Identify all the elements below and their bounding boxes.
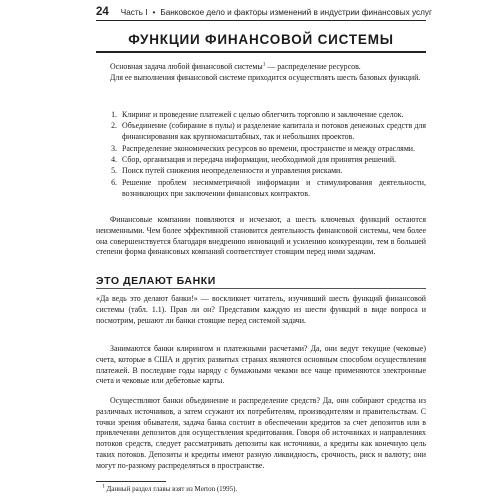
list-item-text: Решение проблем несимметричной информации и стимулирования деятельности, возникающих при заключении финансовых контрактов. [122, 177, 426, 198]
list-item-number: 6. [111, 177, 117, 187]
list-item-number: 1. [111, 110, 117, 119]
banks-paragraph-1: «Да ведь это делают банки!» — воскликнет читатель, изучивший шесть функций финансовой системы (табл. 1.1). Прав ли он? Представим каждую из шести функций в виде вопроса и посмотрим, решают ли банки стоящие перед системой задачи. [96, 294, 426, 325]
footnote-text: Данный раздел главы взят из Merton (1995). [104, 485, 238, 493]
intro-paragraph [96, 62, 426, 73]
functions-list [96, 110, 426, 200]
intro-text-end: — распределение ресурсов. [265, 62, 361, 71]
list-item [96, 155, 426, 166]
intro-text: Основная задача любой финансовой системы [110, 62, 263, 71]
title-underline [96, 51, 426, 53]
list-item-number: 3. [111, 143, 117, 153]
list-item-number: 4. [111, 154, 117, 164]
list-item [96, 178, 426, 200]
footnote-reference: 1 [262, 61, 266, 68]
banks-paragraph-3: Осуществляют банки объединение и распределение средств? Да, они собирают средства из различных источников, а затем ссужают их потребителям, производителям и правительствам. С точки зрения обывателя, задача банка состоит в обеспечении кредитов за счет депозитов или в привлечении депозитов для осуществления кредитования. Говоря об источниках и направлениях потоков средств, следует рассматривать депозиты как источники, а кредиты как конечную цель таких потоков. Депозиты и кредиты имеют разную ликвидность, срочность, риск и валюту; они могут по-разному распределяться в пространстве. [96, 396, 426, 470]
subsection-underline [96, 288, 426, 289]
section-title: ФУНКЦИИ ФИНАНСОВОЙ СИСТЕМЫ [128, 32, 394, 47]
list-item [96, 121, 426, 143]
list-item [96, 110, 426, 121]
list-item-text: Сбор, организация и передача информации, необходимой для принятия решений. [122, 154, 397, 164]
page-number: 24 [96, 6, 109, 18]
paragraph-after-list: Финансовые компании появляются и исчезают, а шесть ключевых функций остаются неизменными. Чем более эффективной становится деятельность финансовой системы, чем более она совершенствуется благодаря внедрению инноваций и усилению конкуренции, тем в большей степени форма финансовых компаний соответствует стоящим перед ними задачам. [96, 215, 426, 257]
intro-paragraph-2: Для ее выполнения финансовой системе приходится осуществлять шесть базовых функций. [110, 73, 421, 82]
list-item [96, 166, 426, 177]
list-item-text: Распределение экономических ресурсов во времени, пространстве и между отраслями. [122, 143, 416, 153]
running-title [121, 8, 432, 17]
list-item-text: Объединение (собирание в пулы) и разделение капитала и потоков денежных средств для финансирования как крупномасштабных, так и небольших проектов. [122, 121, 426, 142]
header-separator: • [152, 7, 156, 17]
chapter-title: Банковское дело и факторы изменений в индустрии финансовых услуг [160, 7, 432, 17]
list-item [96, 144, 426, 155]
part-label: Часть I [120, 7, 148, 17]
list-item-number: 5. [111, 166, 117, 176]
list-item-number: 2. [111, 121, 117, 131]
subsection-title: ЭТО ДЕЛАЮТ БАНКИ [96, 275, 216, 287]
list-item-text: Поиск путей снижения неопределенности и управления рисками. [122, 166, 343, 176]
banks-paragraph-2: Занимаются банки клирингом и платежными расчетами? Да, они ведут текущие (чековые) счета, которые в США и других развитых странах являются основным способом осуществления платежей. В последние годы наряду с бумажными чеками все чаще применяются электронные счета и чековые или дебетовые карты. [96, 344, 426, 386]
footnote [102, 485, 422, 494]
running-header [96, 4, 432, 21]
footnote-separator [96, 481, 166, 482]
list-item-text: Клиринг и проведение платежей с целью облегчить торговлю и заключение сделок. [122, 110, 404, 119]
footnote-mark: 1 [102, 483, 105, 490]
